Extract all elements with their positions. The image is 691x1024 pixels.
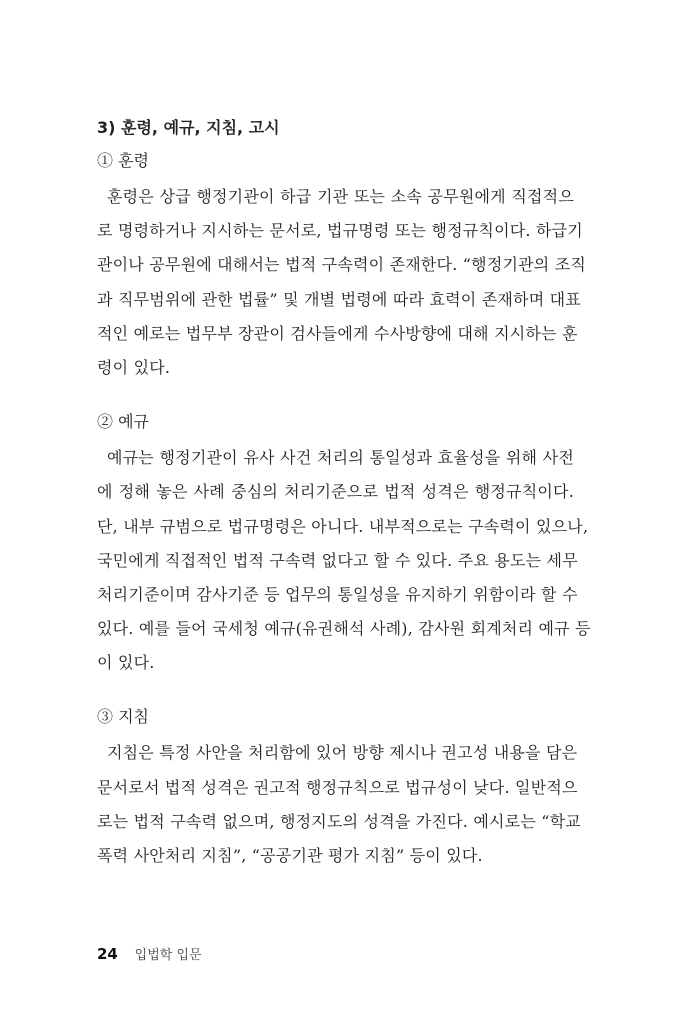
subsection-heading: ② 예규 (97, 412, 149, 432)
paragraph-line: 훈령은 상급 행정기관이 하급 기관 또는 소속 공무원에게 직접적으 (107, 187, 574, 206)
paragraph-line: 예규는 행정기관이 유사 사건 처리의 통일성과 효율성을 위해 사전 (107, 448, 574, 468)
paragraph-line: 과 직무범위에 관한 법률” 및 개별 법령에 따라 효력이 존재하며 대표 (97, 289, 581, 309)
paragraph-line: 있다. 예를 들어 국세청 예규(유권해석 사례), 감사원 회계처리 예규 등 (97, 619, 591, 639)
paragraph-line: 문서로서 법적 성격은 권고적 행정규칙으로 법규성이 낮다. 일반적으 (97, 777, 578, 797)
paragraph-line: 관이나 공무원에 대해서는 법적 구속력이 존재한다. “행정기관의 조직 (97, 255, 587, 275)
subsection (97, 702, 581, 873)
section-gap (97, 385, 574, 407)
paragraph-line: 이 있다. (97, 653, 155, 673)
paragraph-line: 국민에게 직접적인 법적 구속력 없다고 할 수 있다. 주요 용도는 세무 (97, 550, 578, 570)
subsection-heading: ① 훈령 (97, 151, 149, 170)
page-footer (97, 944, 202, 963)
section-gap (97, 680, 574, 702)
subsections (97, 146, 591, 873)
paragraph-line: 에 정해 놓은 사례 중심의 처리기준으로 법적 성격은 행정규칙이다. (97, 482, 574, 502)
paragraph-line: 처리기준이며 감사기준 등 업무의 통일성을 유지하기 위함이라 할 수 (97, 584, 578, 604)
paragraph-line: 령이 있다. (97, 357, 171, 377)
page-body (97, 114, 591, 873)
paragraph-line: 지침은 특정 사안을 처리함에 있어 방향 제시나 권고성 내용을 담은 (107, 743, 578, 763)
subsection (97, 146, 587, 385)
paragraph-line: 폭력 사안처리 지침”, “공공기관 평가 지침” 등이 있다. (97, 846, 483, 865)
subsection-heading: ③ 지침 (97, 707, 149, 727)
subsection (97, 407, 591, 680)
paragraph-line: 로 명령하거나 지시하는 문서로, 법규명령 또는 행정규칙이다. 하급기 (97, 221, 583, 241)
book-title: 입법학 입문 (134, 948, 202, 963)
paragraph-line: 적인 예로는 법무부 장관이 검사들에게 수사방향에 대해 지시하는 훈 (97, 323, 578, 343)
page-number: 24 (97, 945, 118, 963)
section-heading: 3) 훈령, 예규, 지침, 고시 (97, 118, 280, 137)
paragraph-line: 단, 내부 규범으로 법규명령은 아니다. 내부적으로는 구속력이 있으나, (97, 516, 589, 536)
paragraph-line: 로는 법적 구속력 없으며, 행정지도의 성격을 가진다. 예시로는 “학교 (97, 811, 581, 831)
